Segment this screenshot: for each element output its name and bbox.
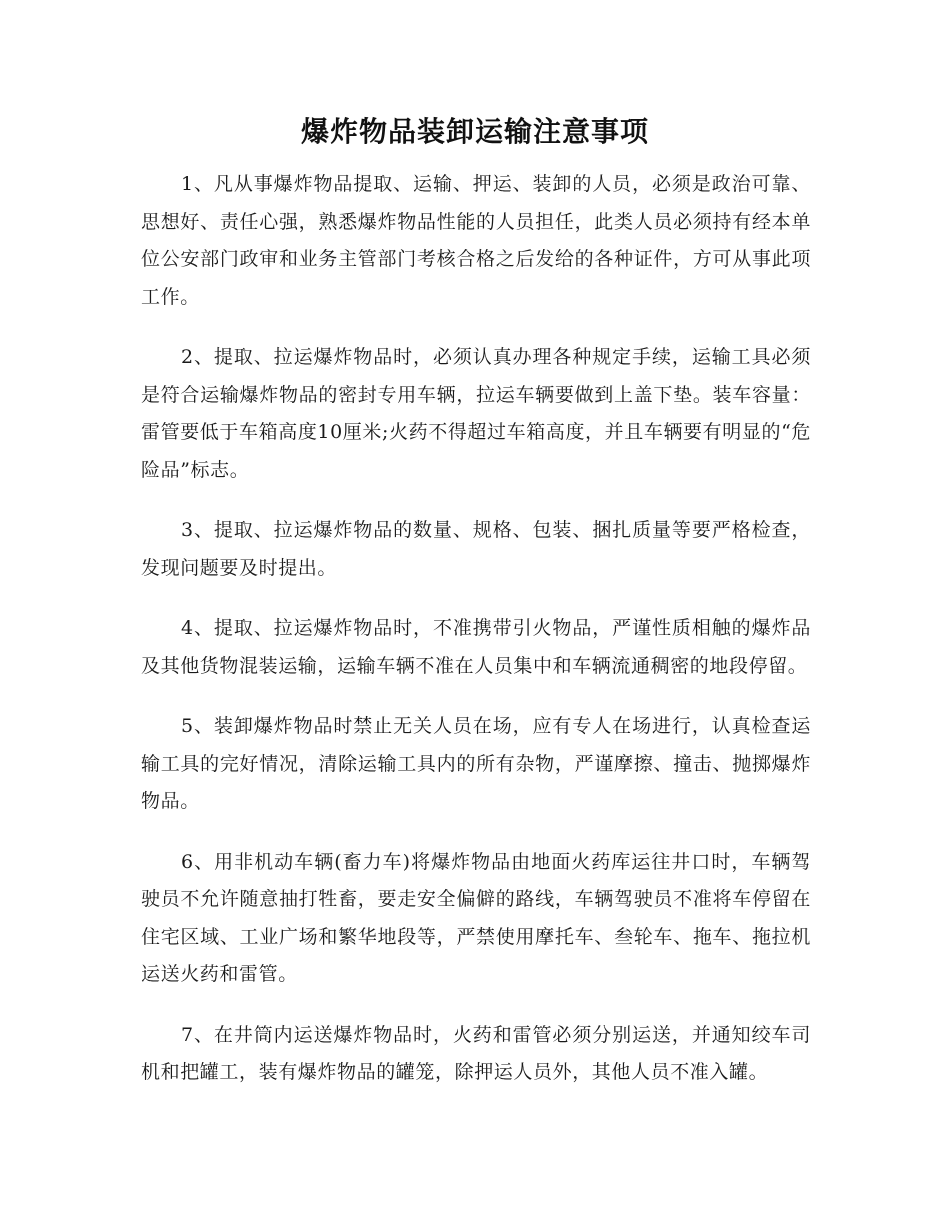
paragraph-2: 2、提取、拉运爆炸物品时，必须认真办理各种规定手续，运输工具必须是符合运输爆炸物品的密封专用车辆，拉运车辆要做到上盖下垫。装车容量：雷管要低于车箱高度10厘米;火药不得超过车箱高度，并且车辆要有明显的“危险品”标志。	[141, 346, 811, 481]
paragraph-7: 7、在井筒内运送爆炸物品时，火药和雷管必须分别运送，并通知绞车司机和把罐工，装有爆炸物品的罐笼，除押运人员外，其他人员不准入罐。	[141, 1023, 811, 1083]
paragraph-4: 4、提取、拉运爆炸物品时，不准携带引火物品，严谨性质相触的爆炸品及其他货物混装运输，运输车辆不准在人员集中和车辆流通稠密的地段停留。	[141, 617, 811, 677]
paragraph-3: 3、提取、拉运爆炸物品的数量、规格、包装、捆扎质量等要严格检查，发现问题要及时提出。	[141, 519, 811, 579]
document-title: 爆炸物品装卸运输注意事项	[300, 115, 649, 148]
paragraph-6: 6、用非机动车辆(畜力车)将爆炸物品由地面火药库运往井口时，车辆驾驶员不允许随意抽打牲畜，要走安全偏僻的路线，车辆驾驶员不准将车停留在住宅区域、工业广场和繁华地段等，严禁使用摩托车、叁轮车、拖车、拖拉机运送火药和雷管。	[141, 850, 811, 985]
paragraph-5: 5、装卸爆炸物品时禁止无关人员在场，应有专人在场进行，认真检查运输工具的完好情况，清除运输工具内的所有杂物，严谨摩擦、撞击、抛掷爆炸物品。	[141, 715, 811, 812]
document-body	[141, 166, 811, 1115]
paragraph-1: 1、凡从事爆炸物品提取、运输、押运、装卸的人员，必须是政治可靠、思想好、责任心强，熟悉爆炸物品性能的人员担任，此类人员必须持有经本单位公安部门政审和业务主管部门考核合格之后发给的各种证件，方可从事此项工作。	[141, 173, 811, 308]
